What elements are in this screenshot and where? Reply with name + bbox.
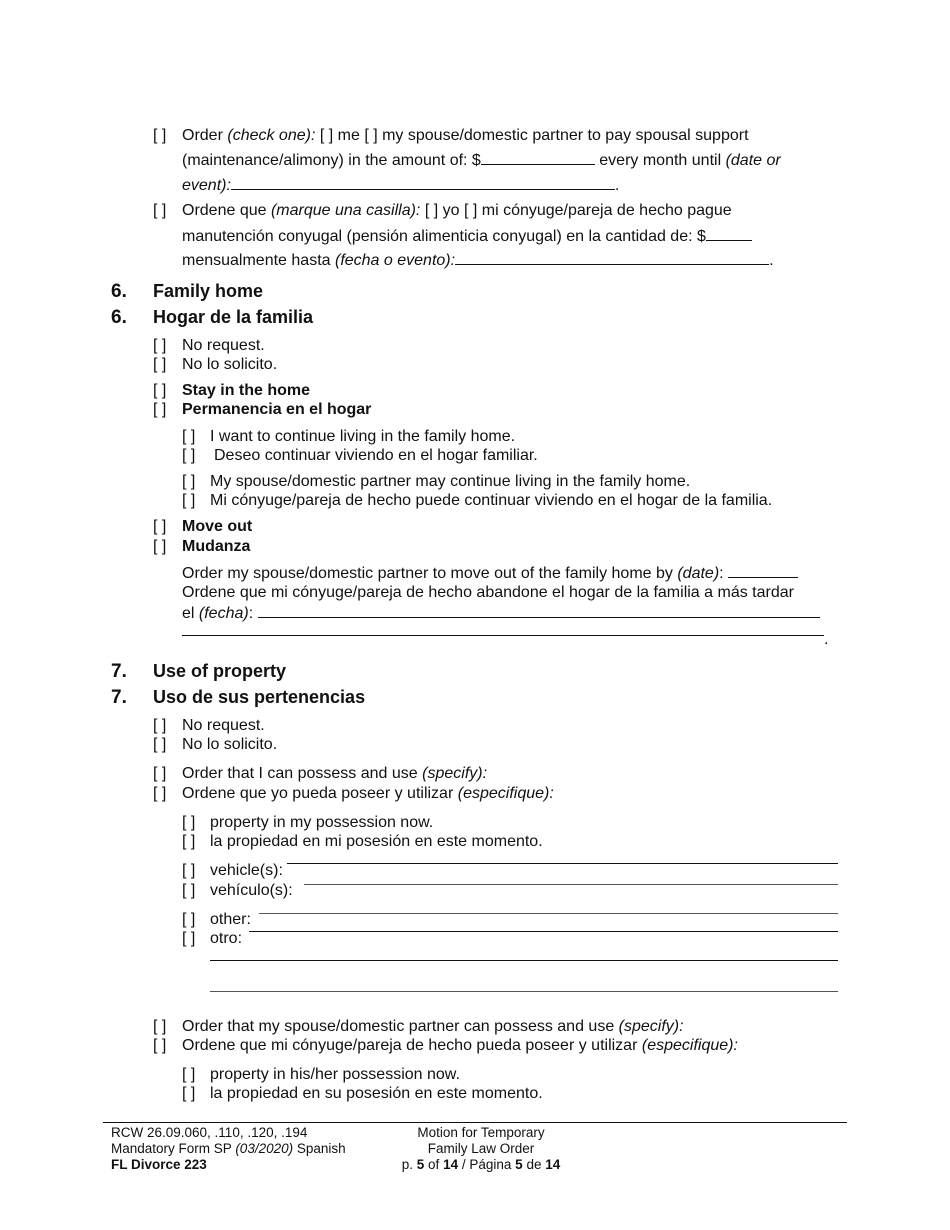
spousal-en-line1: Order (check one): [ ] me [ ] my spouse/domestic partner to pay spousal support — [182, 127, 749, 144]
section-number: 7. — [111, 661, 127, 682]
order-spouse-en: Order that my spouse/domestic partner can possess and use (specify): — [182, 1018, 684, 1035]
move-date-field[interactable] — [728, 564, 798, 578]
checkbox-continue[interactable]: [ ] — [182, 428, 196, 445]
checkbox-move-out[interactable]: [ ] — [153, 518, 167, 535]
checkbox-order-spouse[interactable]: [ ] — [153, 1018, 167, 1035]
footer-rule — [103, 1122, 847, 1123]
checkbox-no-request-es[interactable]: [ ] — [153, 356, 167, 373]
checkbox-order-spouse-es[interactable]: [ ] — [153, 1037, 167, 1054]
order-me-es: Ordene que yo pueda poseer y utilizar (especifique): — [182, 785, 554, 802]
footer-page: p. 5 of 14 / Página 5 de 14 — [401, 1157, 561, 1172]
checkbox-continue-es[interactable]: [ ] — [182, 447, 196, 464]
order-move-es-date: el (fecha): — [182, 604, 820, 623]
checkbox-stay[interactable]: [ ] — [153, 382, 167, 399]
no-request-es: No lo solicito. — [182, 356, 278, 373]
spousal-es-line2: manutención conyugal (pensión alimenticia conyugal) en la cantidad de: $ — [182, 227, 752, 246]
no-request-en: No request. — [182, 337, 265, 354]
checkbox-his-possession[interactable]: [ ] — [182, 1066, 196, 1083]
no-request-es-7: No lo solicito. — [182, 736, 278, 753]
section-title-en: Family home — [153, 281, 264, 301]
checkbox-his-possession-es[interactable]: [ ] — [182, 1085, 196, 1102]
order-spouse-es: Ordene que mi cónyuge/pareja de hecho pueda poseer y utilizar (especifique): — [182, 1037, 738, 1054]
section-number: 7. — [111, 687, 127, 708]
section-title-en: Use of property — [153, 661, 287, 681]
footer-form: Mandatory Form SP (03/2020) Spanish — [111, 1141, 346, 1156]
checkbox-no-request-7[interactable]: [ ] — [153, 717, 167, 734]
footer-form-id: FL Divorce 223 — [111, 1157, 207, 1172]
no-request-en-7: No request. — [182, 717, 265, 734]
continue-living-es: Deseo continuar viviendo en el hogar familiar. — [214, 447, 538, 464]
stay-in-home-en: Stay in the home — [182, 382, 311, 399]
his-possession-es: la propiedad en su posesión en este momento. — [210, 1085, 543, 1102]
date-or-event-field[interactable] — [231, 176, 615, 190]
vehicles-en: vehicle(s): — [210, 862, 283, 879]
section-title-es: Hogar de la familia — [153, 307, 314, 327]
section-title-es: Uso de sus pertenencias — [153, 687, 366, 707]
footer-center — [396, 1125, 566, 1173]
move-out-en: Move out — [182, 518, 253, 535]
continue-living-en: I want to continue living in the family home. — [210, 428, 516, 445]
extra-line[interactable] — [182, 635, 824, 636]
vehiculos-field[interactable] — [304, 884, 838, 885]
period: . — [824, 631, 829, 648]
checkbox-order-me-es[interactable]: [ ] — [153, 785, 167, 802]
footer-left — [111, 1125, 346, 1173]
order-move-en: Order my spouse/domestic partner to move out of the family home by (date): — [182, 564, 798, 583]
otro-field[interactable] — [249, 931, 838, 932]
fecha-field[interactable] — [258, 604, 820, 618]
footer-title-2: Family Law Order — [427, 1141, 535, 1156]
his-possession-en: property in his/her possession now. — [210, 1066, 460, 1083]
checkbox-spouse-continue-es[interactable]: [ ] — [182, 492, 196, 509]
amount-field[interactable] — [481, 151, 595, 165]
possession-en: property in my possession now. — [210, 814, 434, 831]
fecha-evento-field[interactable] — [455, 251, 769, 265]
checkbox-other-es[interactable]: [ ] — [182, 930, 196, 947]
checkbox-stay-es[interactable]: [ ] — [153, 401, 167, 418]
checkbox-possession[interactable]: [ ] — [182, 814, 196, 831]
section-number: 6. — [111, 281, 127, 302]
spousal-en-line3: event): . — [182, 177, 620, 194]
footer-title-1: Motion for Temporary — [417, 1125, 545, 1140]
stay-in-home-es: Permanencia en el hogar — [182, 401, 372, 418]
spousal-es-line3: mensualmente hasta (fecha o evento): . — [182, 252, 774, 269]
checkbox-no-request[interactable]: [ ] — [153, 337, 167, 354]
other-field[interactable] — [259, 913, 838, 914]
checkbox-move-out-es[interactable]: [ ] — [153, 538, 167, 555]
extra-line-2[interactable] — [210, 991, 838, 992]
spouse-continue-es: Mi cónyuge/pareja de hecho puede continuar viviendo en el hogar de la familia. — [210, 492, 773, 509]
vehicles-es: vehículo(s): — [210, 882, 293, 899]
spousal-en-line2: (maintenance/alimony) in the amount of: $ every month until (date or — [182, 152, 781, 169]
checkbox-other[interactable]: [ ] — [182, 911, 196, 928]
checkbox-spousal-es[interactable]: [ ] — [153, 202, 167, 219]
checkbox-possession-es[interactable]: [ ] — [182, 833, 196, 850]
checkbox-no-request-es-7[interactable]: [ ] — [153, 736, 167, 753]
checkbox-spousal-en[interactable]: [ ] — [153, 127, 167, 144]
spousal-es-line1: Ordene que (marque una casilla): [ ] yo [ ] mi cónyuge/pareja de hecho pague — [182, 202, 732, 219]
extra-line-1[interactable] — [210, 960, 838, 961]
checkbox-vehicles-es[interactable]: [ ] — [182, 882, 196, 899]
other-en: other: — [210, 911, 251, 928]
other-es: otro: — [210, 930, 243, 947]
footer-rcw: RCW 26.09.060, .110, .120, .194 — [111, 1125, 308, 1140]
section-number: 6. — [111, 307, 127, 328]
vehicles-field[interactable] — [287, 863, 838, 864]
checkbox-vehicles[interactable]: [ ] — [182, 862, 196, 879]
checkbox-order-me[interactable]: [ ] — [153, 765, 167, 782]
order-me-en: Order that I can possess and use (specify): — [182, 765, 488, 782]
possession-es: la propiedad en mi posesión en este momento. — [210, 833, 543, 850]
cantidad-field[interactable] — [706, 227, 752, 241]
order-move-es: Ordene que mi cónyuge/pareja de hecho abandone el hogar de la familia a más tardar — [182, 584, 794, 601]
checkbox-spouse-continue[interactable]: [ ] — [182, 473, 196, 490]
spouse-continue-en: My spouse/domestic partner may continue living in the family home. — [210, 473, 691, 490]
move-out-es: Mudanza — [182, 538, 251, 555]
